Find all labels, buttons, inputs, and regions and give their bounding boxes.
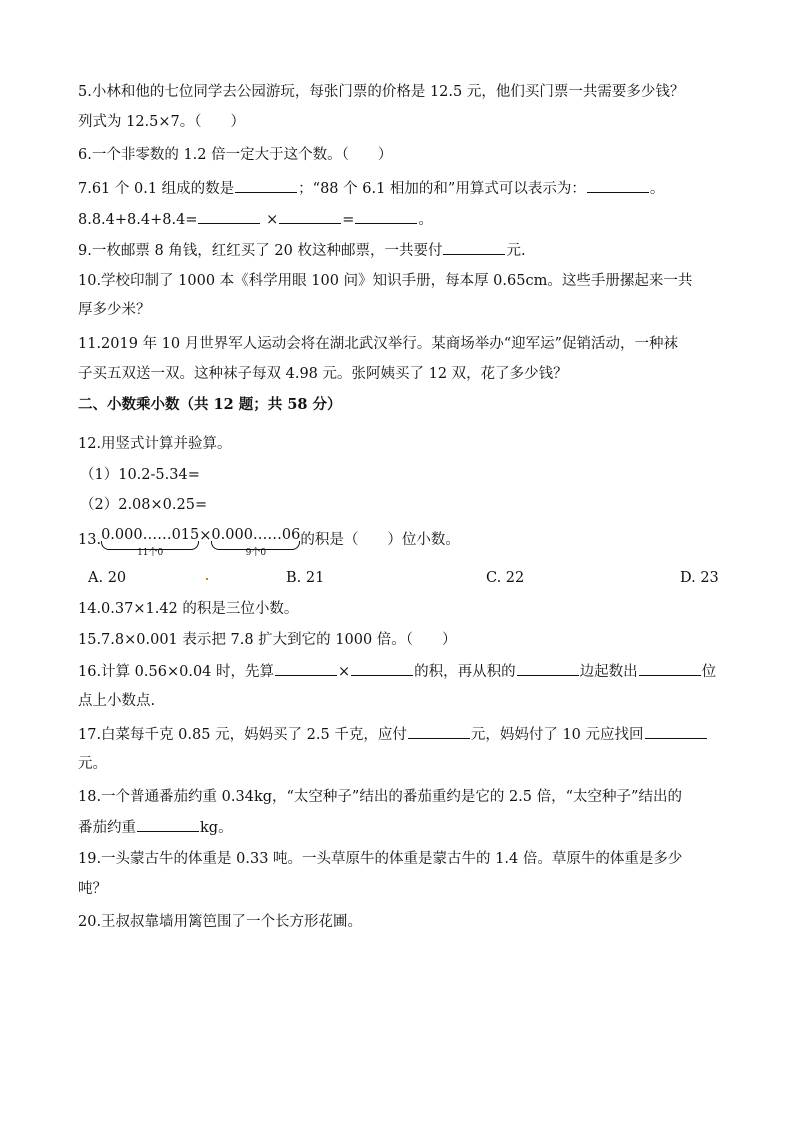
- question-9-end: 元.: [506, 243, 526, 259]
- option-c[interactable]: C. 22: [486, 570, 525, 586]
- question-18-line-1: 18.一个普通番茄约重 0.34kg，“太空种子”结出的番茄重约是它的 2.5 倍，“太空种子”结出的: [78, 789, 682, 805]
- question-19-line-1: 19.一头蒙古牛的体重是 0.33 吨。一头草原牛的体重是蒙古牛的 1.4 倍。草原牛的体重是多少: [78, 851, 683, 867]
- stray-dot: [206, 578, 208, 580]
- brace-label-1: 11个0: [137, 548, 164, 558]
- question-19-line-2: 吨？: [78, 881, 107, 897]
- question-14: 14.0.37×1.42 的积是三位小数。: [78, 601, 299, 617]
- question-10-line-1: 10.学校印制了 1000 本《科学用眼 100 问》知识手册，每本厚 0.65cm。这些手册摞起来一共: [78, 273, 693, 289]
- question-16-text-2: 的积，再从积的: [414, 664, 516, 680]
- answer-blank[interactable]: [279, 209, 341, 224]
- question-13-number: 13.: [78, 532, 102, 548]
- question-12-title: 12.用竖式计算并验算。: [78, 436, 232, 452]
- question-16-text-4: 位: [701, 664, 717, 680]
- question-20: 20.王叔叔靠墙用篱笆围了一个长方形花圃。: [78, 914, 363, 930]
- question-13: [78, 526, 724, 558]
- question-8-end: 。: [418, 212, 433, 228]
- answer-blank[interactable]: [517, 661, 579, 676]
- answer-blank[interactable]: [645, 724, 707, 739]
- question-17-line-2: 元。: [78, 756, 107, 772]
- answer-blank[interactable]: [275, 661, 337, 676]
- question-7-text-2: ；“88 个 6.1 相加的和”用算式可以表示为：: [298, 181, 586, 197]
- answer-blank[interactable]: [587, 178, 649, 193]
- question-18-text-1: 番茄约重: [78, 820, 136, 836]
- answer-blank[interactable]: [355, 209, 417, 224]
- times-sign: ×: [266, 212, 279, 228]
- decimal-with-brace-1: [101, 526, 200, 558]
- question-7-text-3: 。: [649, 181, 665, 197]
- question-8: [78, 209, 724, 230]
- question-13-text: 的积是（ ）位小数。: [300, 532, 460, 548]
- decimal-number-2: 0.000……06: [211, 527, 301, 543]
- question-16-text-3: 边起数出: [579, 664, 638, 680]
- question-8-text: 8.8.4+8.4+8.4=: [78, 212, 198, 228]
- answer-blank[interactable]: [351, 661, 413, 676]
- section-heading: 二、小数乘小数（共 12 题；共 58 分）: [78, 396, 342, 413]
- option-d[interactable]: D. 23: [680, 570, 719, 586]
- question-11-line-1: 11.2019 年 10 月世界军人运动会将在湖北武汉举行。某商场举办“迎军运”促销活动，一种袜: [78, 336, 679, 352]
- question-16-text-1: 16.计算 0.56×0.04 时，先算: [78, 664, 274, 680]
- question-17-text-1: 17.白菜每千克 0.85 元，妈妈买了 2.5 千克，应付: [78, 727, 407, 743]
- question-5-line-1: 5.小林和他的七位同学去公园游玩，每张门票的价格是 12.5 元，他们买门票一共需要多少钱？: [78, 84, 685, 100]
- question-18-line-2: [78, 817, 724, 838]
- decimal-number-1: 0.000……015: [101, 527, 200, 543]
- question-7-text-1: 7.61 个 0.1 组成的数是: [78, 181, 235, 197]
- option-b[interactable]: B. 21: [286, 570, 325, 586]
- brace-label-2: 9个0: [245, 548, 267, 558]
- question-16-line-2: 点上小数点.: [78, 693, 156, 709]
- equals-sign: =: [342, 212, 355, 228]
- answer-blank[interactable]: [408, 724, 470, 739]
- question-5-line-2: 列式为 12.5×7。（ ）: [78, 114, 246, 130]
- option-a[interactable]: A. 20: [88, 570, 127, 586]
- question-17-line-1: [78, 724, 724, 745]
- question-12-sub-2: （2）2.08×0.25=: [80, 497, 208, 513]
- answer-blank[interactable]: [198, 209, 260, 224]
- question-16-line-1: [78, 661, 724, 682]
- question-6: 6.一个非零数的 1.2 倍一定大于这个数。（ ）: [78, 147, 393, 163]
- question-12-sub-1: （1）10.2-5.34=: [80, 467, 200, 483]
- question-9-text: 9.一枚邮票 8 角钱，红红买了 20 枚这种邮票，一共要付: [78, 243, 443, 259]
- answer-blank[interactable]: [137, 817, 199, 832]
- answer-blank[interactable]: [235, 178, 297, 193]
- answer-blank[interactable]: [639, 661, 701, 676]
- question-17-text-2: 元，妈妈付了 10 元应找回: [470, 727, 644, 743]
- question-11-line-2: 子买五双送一双。这种袜子每双 4.98 元。张阿姨买了 12 双，花了多少钱？: [78, 366, 568, 382]
- answer-blank[interactable]: [443, 240, 505, 255]
- times-sign: ×: [199, 528, 212, 544]
- decimal-with-brace-2: [211, 526, 301, 558]
- question-10-line-2: 厚多少米？: [78, 302, 151, 318]
- times-sign: ×: [338, 664, 351, 680]
- question-15: 15.7.8×0.001 表示把 7.8 扩大到它的 1000 倍。（ ）: [78, 632, 457, 648]
- question-7: [78, 178, 724, 199]
- question-18-unit: kg。: [200, 820, 233, 836]
- question-9: [78, 240, 724, 261]
